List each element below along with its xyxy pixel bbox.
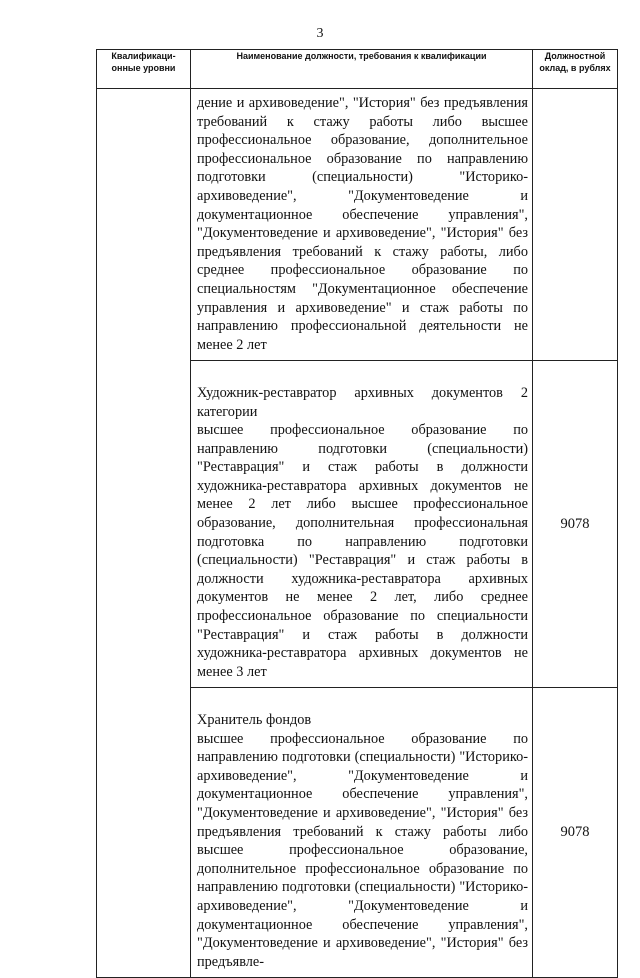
requirements-text: дение и архивоведение", "История" без предъявления требований к стажу работы либо высшее профессиональное образование, дополнительное профессиональное образование по направлению подготовки (специальности) "Историко-архивоведение", "Документоведение и документационное обеспечение управления", "Документоведение и архивоведение", "История" без предъявления требований к стажу работы, либо среднее профессиональное образование по специальностям "Документационное обеспечение управления и архивоведение" и стаж работы по направлению профессиональной деятельности не менее 2 лет bbox=[197, 95, 528, 353]
name-cell bbox=[191, 688, 533, 978]
salary-value: 9078 bbox=[533, 361, 618, 688]
salary-value: 9078 bbox=[533, 688, 618, 978]
name-cell bbox=[191, 89, 533, 361]
requirements-text: высшее профессиональное образование по направлению подготовки (специальности) "Историко-архивоведение", "Документоведение и документационное обеспечение управления", "Документоведение и архивоведение", "История" без предъявления требований к стажу работы либо высшее профессиональное образование, дополнительное профессиональное образование по направлению подготовки (специальности) "Историко-архивоведение", "Документоведение и документационное обеспечение управления", "Документоведение и архивоведение", "История" без предъявле- bbox=[197, 730, 528, 970]
header-name bbox=[191, 50, 533, 89]
header-salary-label: Должностной оклад, в рублях bbox=[539, 51, 611, 73]
qualification-table bbox=[96, 49, 618, 978]
header-salary bbox=[533, 50, 618, 89]
position-title: Художник-реставратор архивных документов 2 категории bbox=[197, 384, 528, 420]
table-header-row bbox=[97, 50, 618, 89]
header-level-label: Квалификаци- онные уровни bbox=[111, 51, 176, 73]
name-cell bbox=[191, 361, 533, 688]
page-number: 3 bbox=[316, 26, 324, 41]
table-row bbox=[97, 89, 618, 361]
header-name-label: Наименование должности, требования к квалификации bbox=[236, 51, 487, 61]
position-title: Хранитель фондов bbox=[197, 712, 312, 728]
level-cell bbox=[97, 89, 191, 978]
salary-cell bbox=[533, 89, 618, 361]
requirements-text: высшее профессиональное образование по направлению подготовки (специальности) "Реставрация" и стаж работы в должности художника-реставратора архивных документов не менее 2 лет либо высшее профессиональное образование, дополнительная профессиональная подготовка по направлению подготовки (специальности) "Реставрация" и стаж работы в должности художника-реставратора архивных документов не менее 2 лет, либо среднее профессиональное образование по специальности "Реставрация" и стаж работы в должности художника-реставратора архивных документов не менее 3 лет bbox=[197, 422, 528, 680]
header-level bbox=[97, 50, 191, 89]
